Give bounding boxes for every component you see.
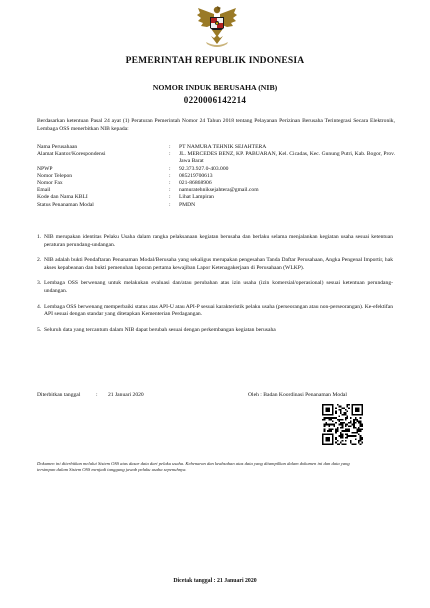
field-value: 021-86868906 [179, 180, 212, 187]
issued-label: Diterbitkan tanggal [37, 392, 81, 398]
note-number: 2. [37, 257, 42, 264]
field-value: PT NAMURA TEHNIK SEJAHTERA [179, 144, 267, 150]
note-item [37, 280, 393, 295]
note-number: 1. [37, 234, 42, 240]
field-row [37, 187, 397, 194]
field-colon: : [169, 201, 171, 208]
note-text: Lembaga OSS berwenang memperbaiki status atas API-U atau API-P sesuai karakteristik pelaku usaha (perseorangan atau non-perseorangan). Ke-efektifan API sesuai dengan standar yang ditetapkan Kementerian Perdagangan. [44, 303, 393, 318]
document-title: NOMOR INDUK BERUSAHA (NIB) [152, 83, 278, 92]
printed-date: Dicetak tanggal : 21 Januari 2020 [173, 578, 257, 584]
field-label: Nama Perusahaan [37, 144, 78, 150]
issued-value: 21 Januari 2020 [108, 392, 144, 398]
note-number: 5. [37, 326, 42, 333]
field-row [37, 194, 397, 201]
field-label: Nomor Fax [37, 180, 63, 187]
field-label: Email [37, 187, 51, 194]
issued-colon: : [96, 392, 98, 398]
note-item [37, 327, 393, 335]
field-colon: : [169, 194, 171, 201]
field-row [37, 151, 397, 165]
field-label: Kode dan Nama KBLI [37, 194, 88, 201]
field-row [37, 180, 397, 187]
note-text: NIB merupakan identitas Pelaku Usaha dalam rangka pelaksanaan kegiatan berusaha dan berlaku selama menjalankan kegiatan usaha sesuai ketentuan peraturan perundang-undangan. [44, 234, 393, 248]
field-colon: : [169, 151, 171, 158]
note-item [37, 304, 393, 319]
note-text: Lembaga OSS berwenang untuk melakukan evaluasi dan/atau perubahan atas izin usaha (izin komersial/operasional) sesuai ketentuan perundang-undangan. [44, 280, 393, 294]
note-text: Seluruh data yang tercantum dalam NIB dapat berubah sesuai dengan perkembangan kegiatan berusaha [44, 326, 276, 333]
notes-list [37, 234, 393, 342]
preamble-text: Berdasarkan ketentuan Pasal 24 ayat (1) Peraturan Pemerintah Nomor 24 Tahun 2018 tentang Pelayanan Perizinan Berusaha Terintegrasi Secara Elektronik, Lembaga OSS menerbitkan NIB kepada: [37, 118, 395, 133]
field-value: Lihat Lampiran [179, 194, 214, 201]
issuer: Oleh : Badan Koordinasi Penanaman Modal [248, 392, 347, 398]
field-row [37, 173, 397, 180]
field-colon: : [169, 165, 171, 172]
field-row [37, 166, 397, 173]
field-value: JL. MERCEDES BENZ, KP. PABUARAN, Kel. Cicadas, Kec. Gunung Putri, Kab. Bogor, Prov. Jawa Barat [179, 151, 395, 165]
field-value: PMDN [179, 201, 196, 208]
note-item [37, 257, 393, 272]
nib-number: 0220006142214 [183, 95, 247, 105]
field-colon: : [169, 180, 171, 187]
qr-code [322, 404, 363, 445]
field-label: Nomor Telepon [37, 172, 73, 179]
issued-date [37, 392, 144, 398]
field-value: 92.373.927.0-403.000 [179, 165, 229, 172]
field-value: 085219700613 [179, 172, 213, 179]
government-title: PEMERINTAH REPUBLIK INDONESIA [125, 56, 305, 66]
field-row [37, 144, 397, 151]
note-number: 4. [37, 303, 42, 310]
note-text: NIB adalah bukti Pendaftaran Penanaman Modal/Berusaha yang sekaligus merupakan pengesahan Tanda Daftar Perusahaan, Angka Pengenal Importir, hak akses kepabeanan dan bukti pemenuhan laporan pertama kewajiban Lapor Ketenagakerjaan di Perusahaan (WLKP). [44, 257, 393, 271]
field-colon: : [169, 187, 171, 194]
field-colon: : [169, 144, 171, 150]
field-value: namuratehniksejahtera@gmail.com [179, 187, 259, 194]
field-row [37, 202, 397, 209]
company-fields [37, 144, 397, 209]
disclaimer-text: Dokumen ini diterbitkan melalui Sistem OSS atas dasar data dari pelaku usaha. Kebenaran dan keabsahan atas data yang ditampilkan dalam dokumen ini dan data yang tersimpan dalam Sistem OSS menjadi tanggung jawab pelaku usaha sepenuhnya. [37, 461, 350, 473]
field-colon: : [169, 172, 171, 179]
field-label: NPWP [37, 165, 53, 172]
field-label: Alamat Kantor/Korespondensi [37, 151, 106, 158]
note-number: 3. [37, 280, 42, 287]
field-label: Status Penanaman Modal [37, 201, 94, 208]
garuda-emblem-icon [196, 4, 238, 48]
note-item [37, 234, 393, 249]
